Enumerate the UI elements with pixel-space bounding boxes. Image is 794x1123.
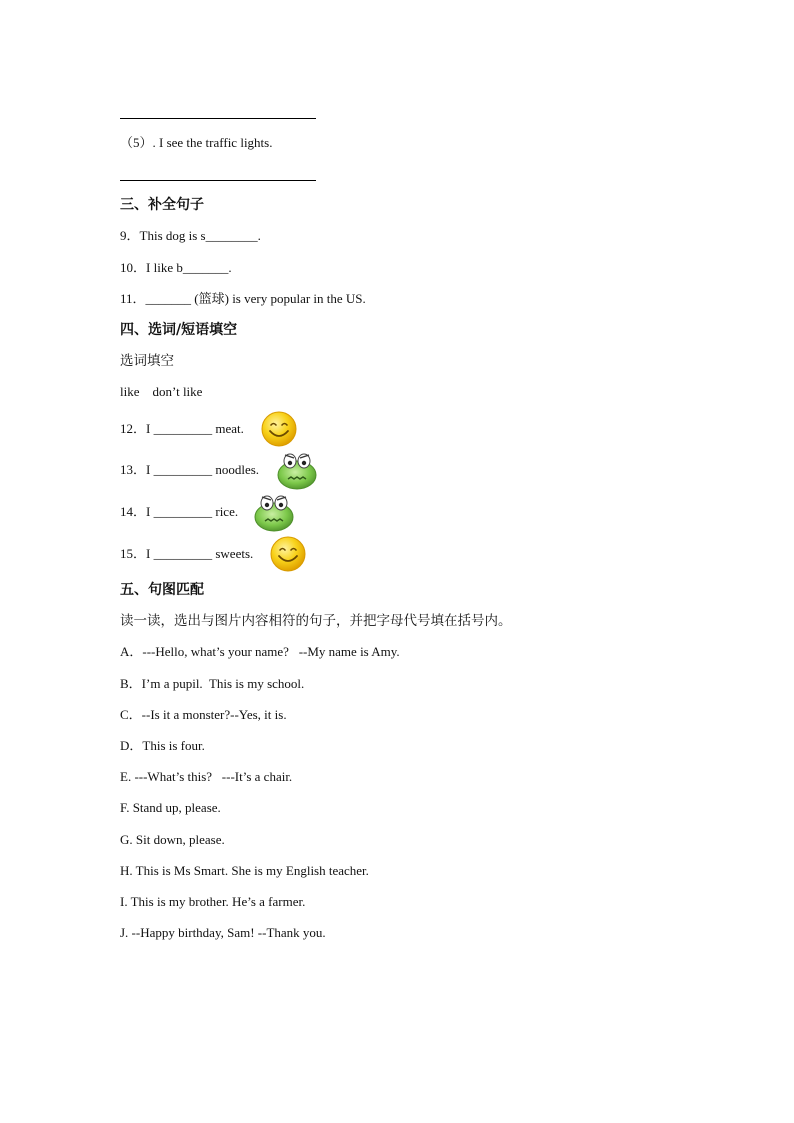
fill-blank[interactable]: ________ [205,228,258,243]
question-13 [120,462,259,478]
option-d: D．This is four. [120,738,205,753]
question-text: I [146,462,154,477]
question-number: 15． [120,546,147,561]
fill-blank[interactable]: _________ [153,546,213,561]
question-text-end: . [257,228,261,243]
question-text: I [146,504,154,519]
question-text: I [146,546,154,561]
option-f: F. Stand up, please. [120,800,221,815]
option-h: H. This is Ms Smart. She is my English teacher. [120,863,369,878]
section-4-subheading: 选词填空 [120,353,174,369]
question-text-end: rice. [212,504,239,519]
question-14 [120,504,238,520]
option-g: G. Sit down, please. [120,832,225,847]
question-15 [120,546,253,562]
question-text-end: meat. [212,421,244,436]
section-3-heading: 三、补全句子 [120,197,204,213]
question-number: 13． [120,462,147,477]
question-text-end: . [228,260,232,275]
green-frown-face-icon [276,450,318,490]
answer-line [120,180,316,181]
fill-blank[interactable]: _______ [145,291,192,306]
option-i: I. This is my brother. He’s a farmer. [120,894,306,909]
option-e: E. ---What’s this? ---It’s a chair. [120,769,293,784]
word-options: like don’t like [120,384,203,399]
question-text: (篮球) is very popular in the US. [191,291,366,306]
happy-face-icon [260,410,298,448]
happy-face-icon [269,535,307,573]
question-text: I like b [146,260,183,275]
question-number: 12． [120,421,147,436]
answer-line [120,118,316,119]
fill-blank[interactable]: _______ [182,260,229,275]
fill-blank[interactable]: _________ [153,504,213,519]
question-number: 9． [120,228,140,243]
section-5-instruction: 读一读，选出与图片内容相符的句子，并把字母代号填在括号内。 [120,613,512,629]
question-number: 11． [120,291,146,306]
question-12 [120,421,244,437]
question-text-end: sweets. [212,546,254,561]
section-5-heading: 五、句图匹配 [120,582,204,598]
green-frown-face-icon [253,492,295,532]
question-11 [120,291,366,307]
section-4-heading: 四、选词/短语填空 [120,322,238,338]
option-c: C．--Is it a monster?--Yes, it is. [120,707,287,722]
question-10 [120,260,232,276]
question-9 [120,228,261,244]
question-text: I [146,421,154,436]
fill-blank[interactable]: _________ [153,421,213,436]
question-text-end: noodles. [212,462,260,477]
option-a: A．---Hello, what’s your name? --My name is Amy. [120,644,400,659]
question-number: 14． [120,504,147,519]
option-b: B．I’m a pupil. This is my school. [120,676,305,691]
question-text: This dog is s [139,228,206,243]
question-number: 10． [120,260,147,275]
fill-blank[interactable]: _________ [153,462,213,477]
question-5: （5）. I see the traffic lights. [120,135,273,150]
option-j: J. --Happy birthday, Sam! --Thank you. [120,925,326,940]
